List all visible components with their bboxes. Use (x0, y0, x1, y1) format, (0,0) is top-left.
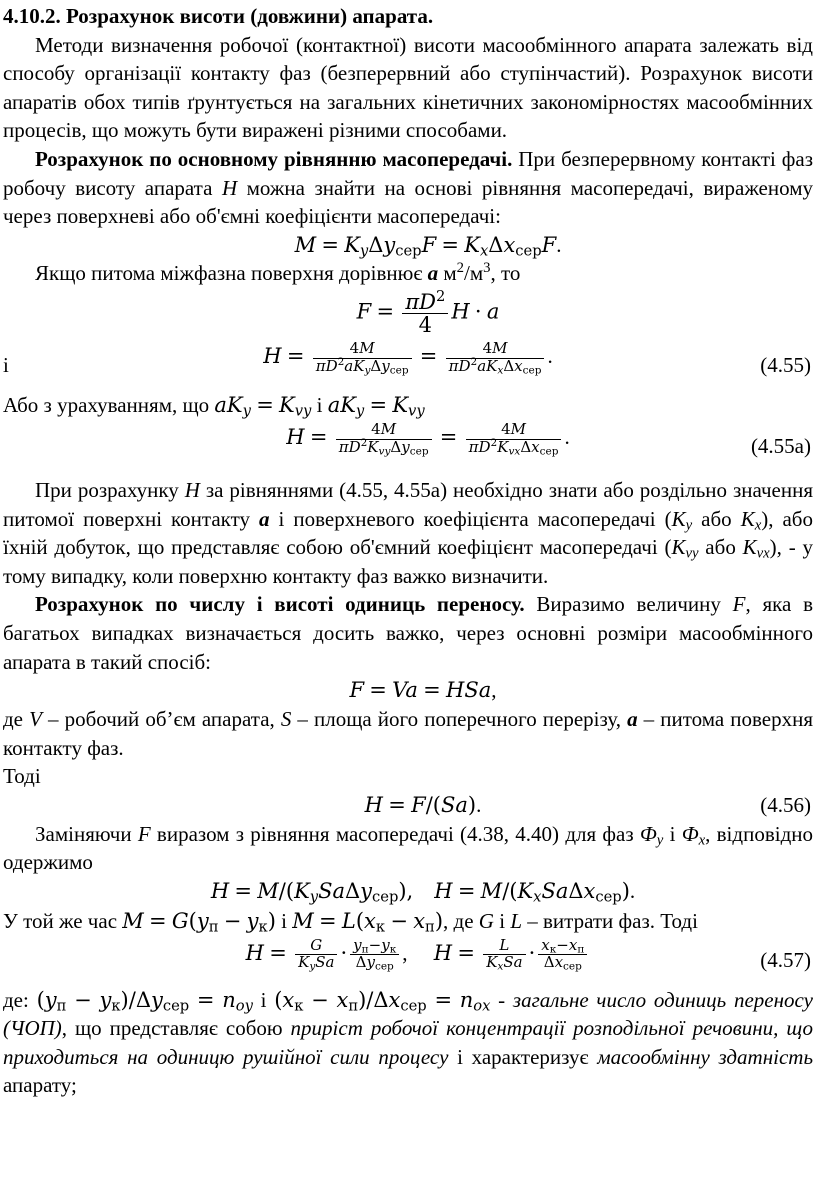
equation-F: F = $\frac{\pi D^2}{4}$ H · a (356, 288, 500, 338)
section1-paragraph: Розрахунок по основному рівнянню масопередачі. При безперервному контакті фаз робочу висоту апарата H можна знайти на основі рівняння масопередачі, вираженому через поверхневі або об'ємні коефіцієнти масопередачі: (3, 146, 814, 229)
section2-title: Розрахунок по числу і висоті одиниць переносу. (35, 592, 525, 617)
eq-number-457: (4.57) (760, 947, 811, 972)
equation-455a: H = $\frac{4M}{\pi D^2K_{vy}\Delta y_{сер}}$ = $\frac{4M}{\pi D^2K_{vx}\Delta x_{сер}}$ . (4.55a) (3, 420, 813, 476)
equation-456: H = F/(Sa). (4.56) (3, 791, 813, 820)
eq-number-455: (4.55) (760, 353, 811, 378)
equation-455: і H = $\frac{4M}{\pi D^2aK_y\Delta y_{сер}}$ = $\frac{4M}{\pi D^2aK_x\Delta x_{сер}}$ . (4.55) (3, 341, 813, 391)
todi-line: Тоді (3, 764, 41, 789)
eq-number-455a: (4.55a) (750, 433, 811, 458)
ntu-definition-paragraph: де: $(y_п - y_к)/\Delta y_{сер} = n_{oy}$ і $(x_к - x_п)/\Delta x_{сер} = n_{ox}$ - загальне число одиниць переносу (ЧОП), що представляє собою приріст робочої концентрації розподільної речовини, що приходиться на одиницю рушійної сили процесу і характеризує масообмінну здатність апарату; (3, 987, 814, 1098)
equation-F-VaHSa: F = Va = HSa, (349, 678, 497, 703)
flow-rates-line: У той же час $M = G(y_п - y_к)$ і $M = L(x_к - x_п)$, де G і L – витрати фаз. Тоді (3, 909, 698, 936)
page (3, 2, 813, 1100)
label-i: і (3, 353, 9, 378)
section2-paragraph: Розрахунок по числу і висоті одиниць переносу. Виразимо величину F, яка в багатьох випадках визначається досить важко, через основні розміри масообмінного апарата в такий спосіб: (3, 592, 814, 674)
equation-H-M: $H = M/(K_ySa\Delta y_{сер})$, $H = M/(K_xSa\Delta x_{сер})$. (210, 879, 636, 906)
intro-paragraph: Методи визначення робочої (контактної) висоти масообмінного апарата залежать від способу організації контакту фаз (безперервний або ступінчастий). Розрахунок висоти апаратів обох типів ґрунтується на загальних кінетичних закономірностях масообмінних процесів, що можуть бути виражені різними способами. (3, 32, 813, 143)
equation-457: H = $\frac{G}{K_ySa}$ · $\frac{y_п-y_к}{\Delta y_{сер}}$ , H = $\frac{L}{K_xSa}$ · $\frac{x_к-x_п}{\Delta x_{сер}}$ (4.57) (245, 935, 811, 974)
definitions-paragraph: де V – робочий об’єм апарата, S – площа його поперечного перерізу, a – питома поверхня контакту фаз. (3, 707, 813, 760)
equation-mass-transfer: $M = K_y\Delta y_{сер}F = K_x\Delta x_{сер}F$. (294, 232, 562, 260)
substitution-paragraph: Заміняючи F виразом з рівняння масопередачі (4.38, 4.40) для фаз $Ф_y$ і $Ф_x$, відповідно одержимо (3, 821, 813, 875)
section-heading: 4.10.2. Розрахунок висоти (довжини) апарата. (3, 4, 434, 28)
section1-title: Розрахунок по основному рівнянню масопередачі. (35, 146, 513, 171)
alt-condition-line: Або з урахуванням, що $aK_y = K_{vy}$ і $aK_y = K_{vy}$ (3, 393, 425, 421)
eq-number-456: (4.56) (760, 792, 811, 817)
paragraph-calculation-notes: При розрахунку H за рівняннями (4.55, 4.55а) необхідно знати або роздільно значення питомої поверхні контакту a і поверхневого коефіцієнта масопередачі ($K_y$ або $K_x$), або їхній добуток, що представляє собою об'ємний коефіцієнт масопередачі ($K_{vy}$ або $K_{vx}$), - у тому випадку, коли поверхню контакту фаз важко визначити. (3, 477, 813, 588)
specific-surface-line: Якщо питома міжфазна поверхня дорівнює a $м^2/м^3$, то (35, 259, 521, 285)
